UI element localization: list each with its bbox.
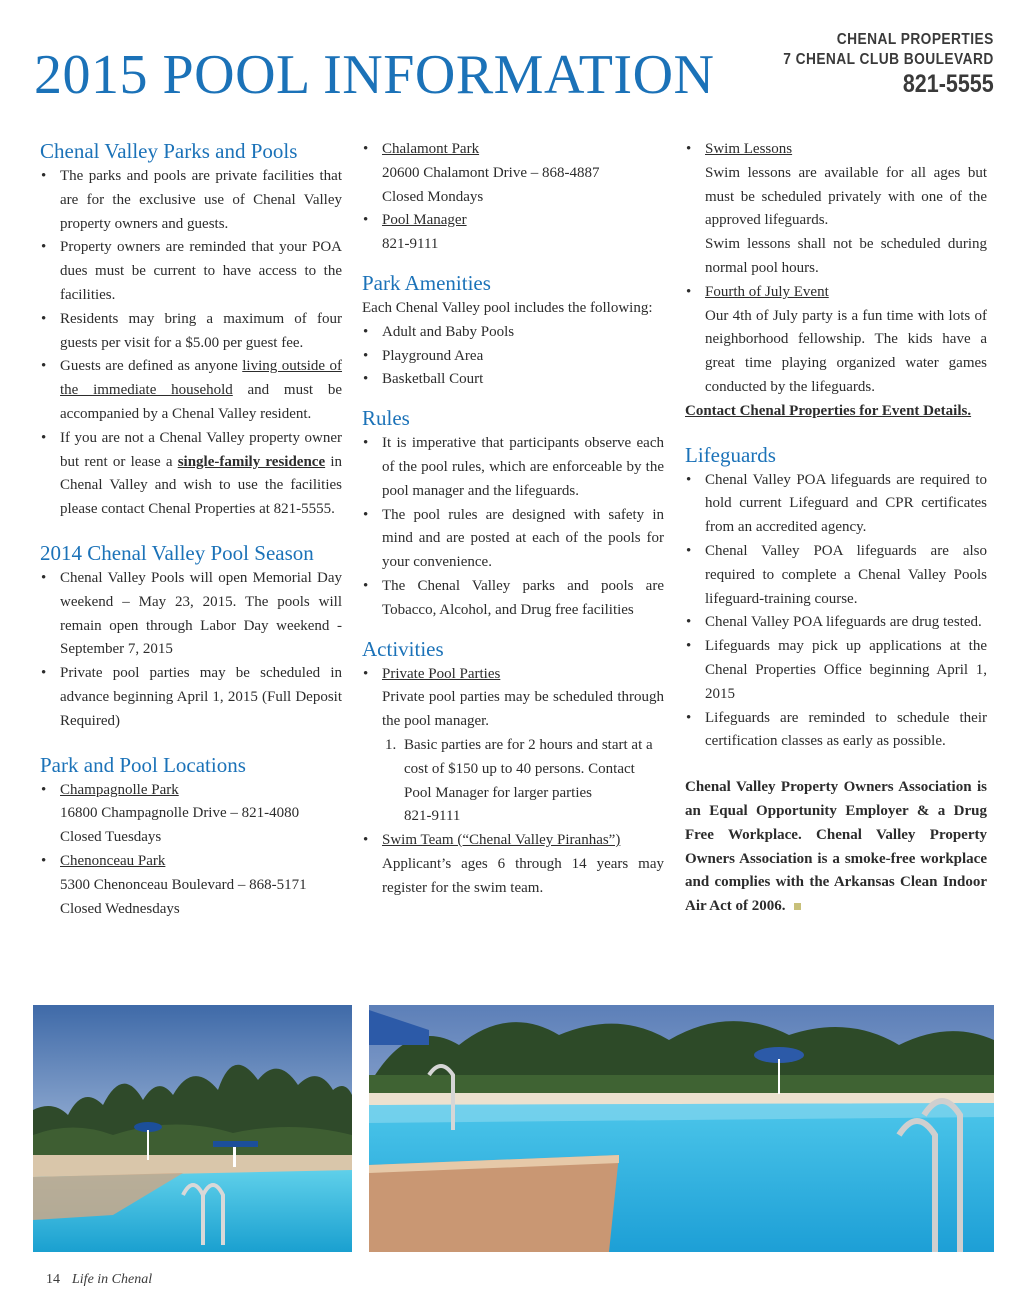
list-item: • The pool rules are designed with safety in mind and are posted at each of the pools for your convenience. xyxy=(362,504,664,575)
champagnolle-park-link[interactable]: • Champagnolle Park xyxy=(60,781,179,798)
list-item: • It is imperative that participants observe each of the pool rules, which are enforceable by the pool manager and the lifeguards. xyxy=(362,432,664,503)
list-item xyxy=(362,663,664,734)
fourth-of-july-text: Our 4th of July party is a fun time with lots of neighborhood fellowship. The kids have a great time playing organized water games conducted by the lifeguards. xyxy=(705,307,987,395)
pool-photo-left xyxy=(33,1005,352,1252)
contact-block xyxy=(749,30,994,98)
pool-photo-right-image xyxy=(369,1005,994,1252)
list-item: • Private pool parties may be scheduled in advance beginning April 1, 2015 (Full Deposit Required) xyxy=(40,662,342,733)
party-details-list xyxy=(362,734,664,829)
list-number: 1. xyxy=(385,736,397,753)
list-item xyxy=(40,355,342,426)
fourth-of-july-link[interactable]: • Fourth of July Event xyxy=(705,283,829,300)
swim-lessons-text: Swim lessons are available for all ages but must be scheduled privately with one of the approved lifeguards. xyxy=(705,164,987,229)
swim-team-link[interactable]: • Swim Team (“Chenal Valley Piranhas”) xyxy=(382,832,621,849)
list-item: • Playground Area xyxy=(362,345,664,369)
chalamont-park-link[interactable]: • Chalamont Park xyxy=(382,141,480,157)
list-item: • Property owners are reminded that your POA dues must be current to have access to the facilities. xyxy=(40,236,342,307)
list-item: • Residents may bring a maximum of four guests per visit for a $5.00 per guest fee. xyxy=(40,308,342,356)
private-pool-parties-link[interactable]: • Private Pool Parties xyxy=(382,665,501,682)
season-heading: 2014 Chenal Valley Pool Season xyxy=(40,540,314,565)
locations-list-cont xyxy=(362,138,664,257)
column-3 xyxy=(685,138,987,919)
rules-list xyxy=(362,432,664,622)
residence-link[interactable]: single-family residence xyxy=(177,453,326,470)
lifeguards-list xyxy=(685,469,987,755)
contact-event-link[interactable]: Contact Chenal Properties for Event Details. xyxy=(685,402,972,419)
amenities-heading: Park Amenities xyxy=(362,270,491,295)
activity-text: Applicant’s ages 6 through 14 years may register for the swim team. xyxy=(382,855,664,896)
column-2 xyxy=(362,138,664,901)
association-text: Chenal Valley Property Owners Association is an Equal Opportunity Employer & a Drug Free Workplace. Chenal Valley Property Owners Association is a smoke-free workplace and complies with the Arkansas Clean Indoor Air Act of 2006. xyxy=(685,779,987,915)
list-item: • Chenal Valley POA lifeguards are required to hold current Lifeguard and CPR certificates from an accredited agency. xyxy=(685,469,987,540)
list-item-text: Guests are defined as anyone xyxy=(60,358,243,375)
end-mark-icon xyxy=(794,903,801,910)
list-item-text: If you are not a Chenal Valley property owner but rent or lease a xyxy=(60,429,342,470)
list-item: • Chenal Valley Pools will open Memorial Day weekend – May 23, 2015. The pools will remain open through Labor Day weekend - September 7, 2015 xyxy=(40,567,342,662)
location-closed: Closed Tuesdays xyxy=(60,829,162,846)
parks-heading: Chenal Valley Parks and Pools xyxy=(40,139,298,163)
pool-photo-left-image xyxy=(33,1005,352,1252)
party-detail-text: Basic parties are for 2 hours and start at a cost of $150 up to 40 persons. Contact Pool Manager for larger parties xyxy=(404,736,653,801)
pool-manager-link[interactable]: • Pool Manager xyxy=(382,212,467,229)
list-item xyxy=(40,850,342,921)
list-item: • Basketball Court xyxy=(362,368,664,392)
list-item: • The Chenal Valley parks and pools are Tobacco, Alcohol, and Drug free facilities xyxy=(362,575,664,623)
company-phone: 821-5555 xyxy=(903,70,994,98)
swim-lessons-link[interactable]: • Swim Lessons xyxy=(705,141,793,157)
list-item xyxy=(685,138,987,281)
list-item xyxy=(362,138,664,209)
list-item-text: in Chenal Valley and wish to use the facilities please contact Chenal Properties at 821-5555. xyxy=(60,453,343,518)
location-closed: Closed Mondays xyxy=(382,188,484,205)
location-address: 16800 Champagnolle Drive – 821-4080 xyxy=(60,805,300,822)
page-footer xyxy=(46,1272,152,1288)
association-statement xyxy=(685,776,987,919)
location-address: 20600 Chalamont Drive – 868-4887 xyxy=(382,164,600,181)
location-address: 5300 Chenonceau Boulevard – 868-5171 xyxy=(60,876,307,893)
column-1 xyxy=(40,138,342,921)
locations-heading: Park and Pool Locations xyxy=(40,752,246,777)
page-number: 14 xyxy=(46,1272,60,1287)
company-address: 7 CHENAL CLUB BOULEVARD xyxy=(783,51,994,68)
list-item xyxy=(382,734,664,829)
list-item xyxy=(685,281,987,400)
swim-lessons-text-2: Swim lessons shall not be scheduled during normal pool hours. xyxy=(705,236,987,276)
locations-list xyxy=(40,779,342,922)
list-item: • Adult and Baby Pools xyxy=(362,321,664,345)
list-item xyxy=(40,779,342,850)
list-item: • Chenal Valley POA lifeguards are drug tested. xyxy=(685,611,987,635)
season-list xyxy=(40,567,342,734)
lifeguards-heading: Lifeguards xyxy=(685,442,776,467)
chenonceau-park-link[interactable]: • Chenonceau Park xyxy=(60,852,166,869)
parks-list xyxy=(40,165,342,522)
household-link[interactable]: living outside of the immediate household xyxy=(60,358,343,399)
list-item: • Chenal Valley POA lifeguards are also required to complete a Chenal Valley Pools lifeguard-training course. xyxy=(685,540,987,611)
amenities-intro: Each Chenal Valley pool includes the following: xyxy=(362,299,653,316)
activity-text: Private pool parties may be scheduled through the pool manager. xyxy=(382,689,664,730)
party-detail-phone: 821-9111 xyxy=(404,808,461,825)
magazine-name: Life in Chenal xyxy=(72,1272,153,1287)
activities-list-2 xyxy=(362,829,664,900)
activities-list xyxy=(362,663,664,734)
list-item xyxy=(362,209,664,257)
list-item: • Lifeguards are reminded to schedule their certification classes as early as possible. xyxy=(685,707,987,755)
location-closed: Closed Wednesdays xyxy=(60,900,180,917)
activities-heading: Activities xyxy=(362,636,444,661)
list-item xyxy=(362,829,664,900)
rules-heading: Rules xyxy=(362,406,410,431)
list-item xyxy=(40,427,342,522)
list-item-text: and must be accompanied by a Chenal Valley resident. xyxy=(60,382,342,422)
page-title: 2015 POOL INFORMATION xyxy=(34,44,715,106)
amenities-list xyxy=(362,321,664,392)
company-name: CHENAL PROPERTIES xyxy=(837,31,994,48)
pool-manager-phone: 821-9111 xyxy=(382,236,439,253)
list-item: • Lifeguards may pick up applications at the Chenal Properties Office beginning April 1, 2015 xyxy=(685,635,987,706)
pool-photo-right xyxy=(369,1005,994,1252)
list-item: • The parks and pools are private facilities that are for the exclusive use of Chenal Valley property owners and guests. xyxy=(40,165,342,236)
events-list xyxy=(685,138,987,400)
